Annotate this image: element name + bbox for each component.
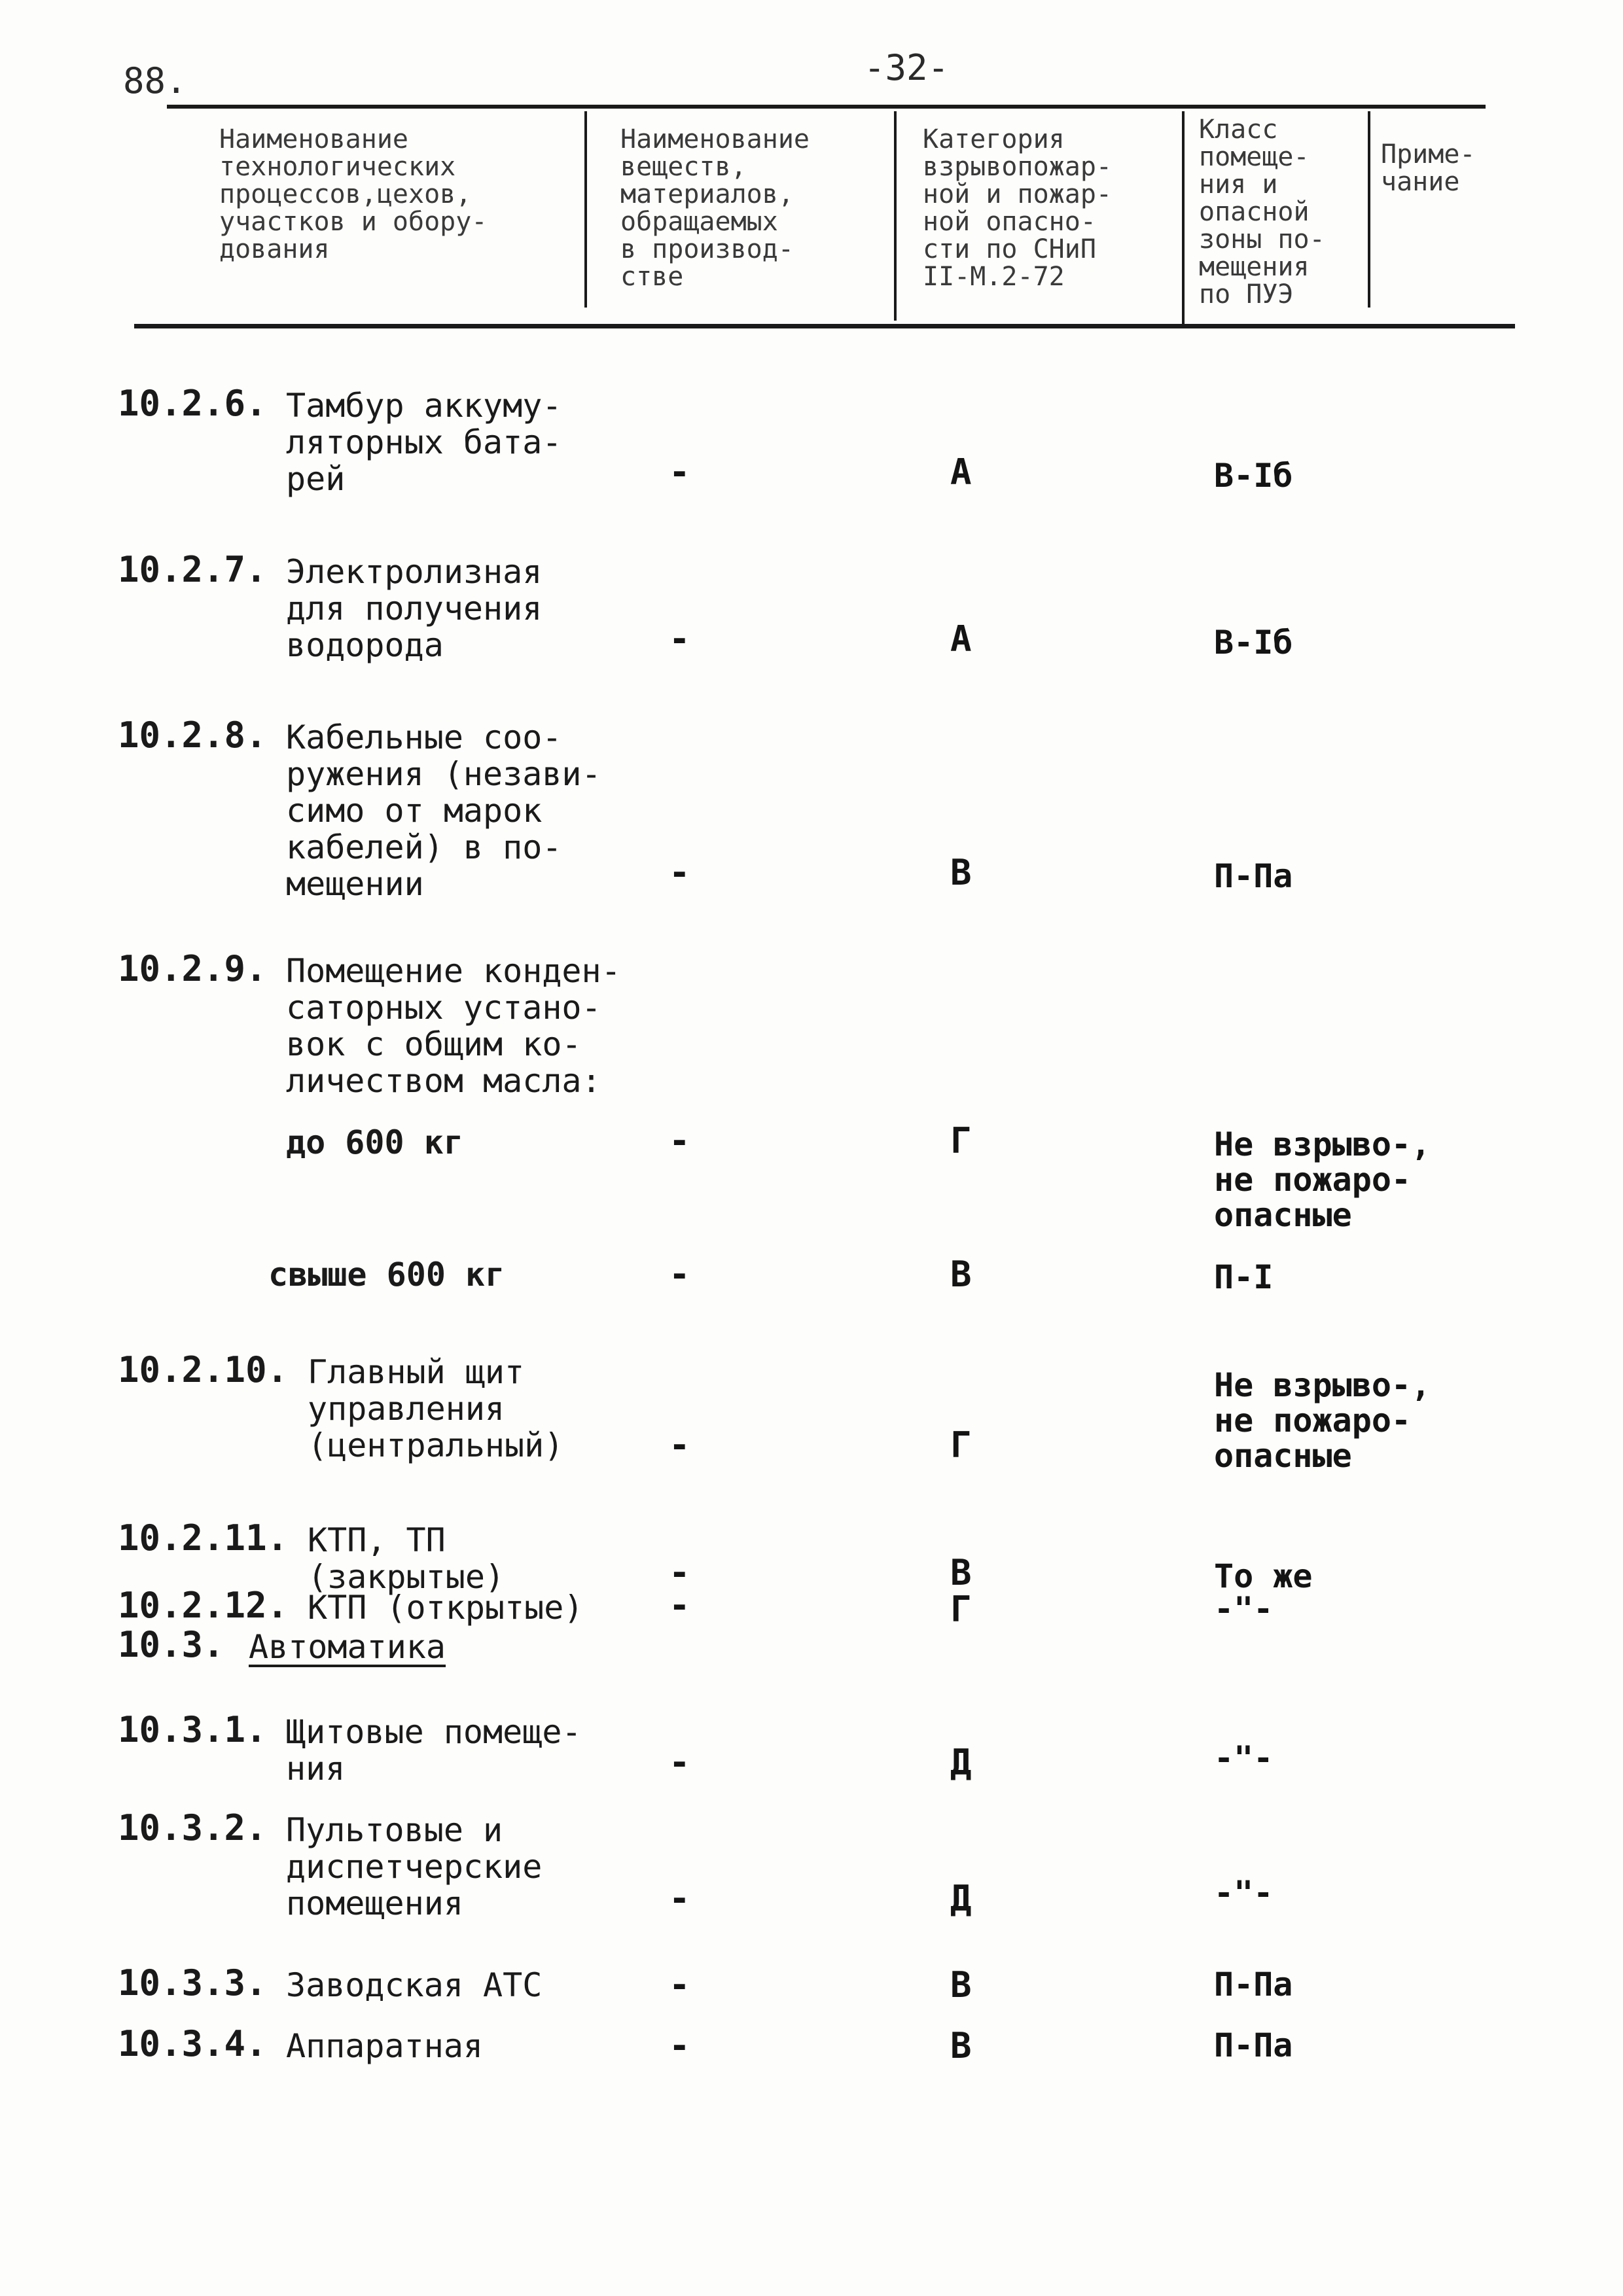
row-name: Заводская АТС	[286, 1966, 543, 2004]
row-number: 10.2.8.	[118, 715, 267, 756]
row-category: В	[950, 1964, 972, 2005]
row-number: 10.2.11.	[118, 1517, 289, 1559]
header-col-class: Класс помеще- ния и опасной зоны по- мещения по ПУЭ	[1199, 115, 1325, 309]
header-col-substances: Наименование веществ, материалов, обращаемых в производ- стве	[620, 124, 810, 292]
section-number: 10.3.	[118, 1624, 224, 1665]
page-left-number: 88.	[123, 60, 187, 101]
row-name: Главный щит управления (центральный)	[308, 1353, 564, 1464]
row-category: А	[950, 451, 972, 493]
row-category: В	[950, 1552, 972, 1593]
row-class: -"-	[1214, 1590, 1274, 1628]
row-name: КТП (открытые)	[308, 1589, 584, 1627]
row-substance: -	[669, 1424, 690, 1466]
row-number: 10.2.12.	[118, 1585, 289, 1626]
row-class: В-Iб	[1214, 624, 1293, 662]
row-number: 10.3.1.	[118, 1709, 267, 1750]
row-number: 10.2.6.	[118, 383, 267, 424]
section-title: Автоматика	[249, 1628, 446, 1666]
page-center-number: -32-	[864, 47, 950, 88]
row-class: Не взрыво-, не пожаро- опасные	[1214, 1125, 1431, 1234]
row-substance: -	[669, 1585, 690, 1626]
row-class: П-Па	[1214, 857, 1293, 895]
row-category: Д	[950, 1742, 972, 1783]
row-substance: -	[669, 1878, 690, 1919]
header-col-note: Приме- чание	[1381, 139, 1476, 197]
row-substance: -	[669, 2025, 690, 2066]
header-bottom-rule	[134, 324, 1515, 328]
row-category: Г	[950, 1424, 972, 1466]
header-col-category: Категория взрывопожар- ной и пожар- ной опасно- сти по СНиП II-М.2-72	[923, 124, 1112, 292]
row-number: 10.3.2.	[118, 1807, 267, 1848]
header-divider-2	[894, 111, 897, 321]
row-category: В	[950, 1254, 972, 1295]
row-category: Г	[950, 1589, 972, 1630]
row-class: -"-	[1214, 1874, 1274, 1912]
row-name: свыше 600 кг	[268, 1256, 505, 1294]
row-substance: -	[669, 451, 690, 493]
row-number: 10.2.7.	[118, 549, 267, 590]
row-category: В	[950, 852, 972, 893]
row-number: 10.3.3.	[118, 1962, 267, 2004]
row-substance: -	[669, 618, 690, 660]
row-number: 10.2.9.	[118, 948, 267, 989]
header-col-process: Наименование технологических процессов,цехов, участков и обору- дования	[219, 124, 488, 264]
row-category: Г	[950, 1120, 972, 1161]
row-class: Не взрыво-, не пожаро- опасные	[1214, 1366, 1431, 1475]
row-substance: -	[669, 1552, 690, 1593]
row-substance: -	[669, 852, 690, 893]
row-substance: -	[669, 1742, 690, 1783]
row-name: КТП, ТП (закрытые)	[308, 1521, 505, 1596]
row-substance: -	[669, 1964, 690, 2005]
row-name: Тамбур аккуму- ляторных бата- рей	[286, 387, 562, 498]
header-divider-1	[584, 111, 587, 308]
header-divider-4	[1368, 111, 1370, 308]
row-class: П-Па	[1214, 1966, 1293, 2004]
header-divider-3	[1182, 111, 1185, 327]
row-class: П-Па	[1214, 2026, 1293, 2064]
row-class: -"-	[1214, 1739, 1274, 1777]
row-name: Пультовые и диспетчерские помещения	[286, 1811, 543, 1922]
header-top-rule	[167, 105, 1486, 109]
row-name: до 600 кг	[286, 1123, 463, 1161]
row-substance: -	[669, 1254, 690, 1295]
row-substance: -	[669, 1120, 690, 1161]
row-category: Д	[950, 1878, 972, 1919]
row-category: А	[950, 618, 972, 660]
row-name: Электролизная для получения водорода	[286, 553, 543, 664]
row-number: 10.3.4.	[118, 2023, 267, 2064]
row-class: П-I	[1214, 1258, 1274, 1296]
row-name: Кабельные соо- ружения (незави- симо от марок кабелей) в по- мещении	[286, 718, 601, 903]
row-name: Щитовые помеще- ния	[286, 1713, 582, 1788]
row-class: То же	[1214, 1557, 1313, 1595]
row-number: 10.2.10.	[118, 1349, 289, 1390]
row-category: В	[950, 2025, 972, 2066]
row-class: В-Iб	[1214, 457, 1293, 495]
row-name: Помещение конден- саторных устано- вок с общим ко- личеством масла:	[286, 952, 621, 1100]
row-name: Аппаратная	[286, 2027, 484, 2065]
